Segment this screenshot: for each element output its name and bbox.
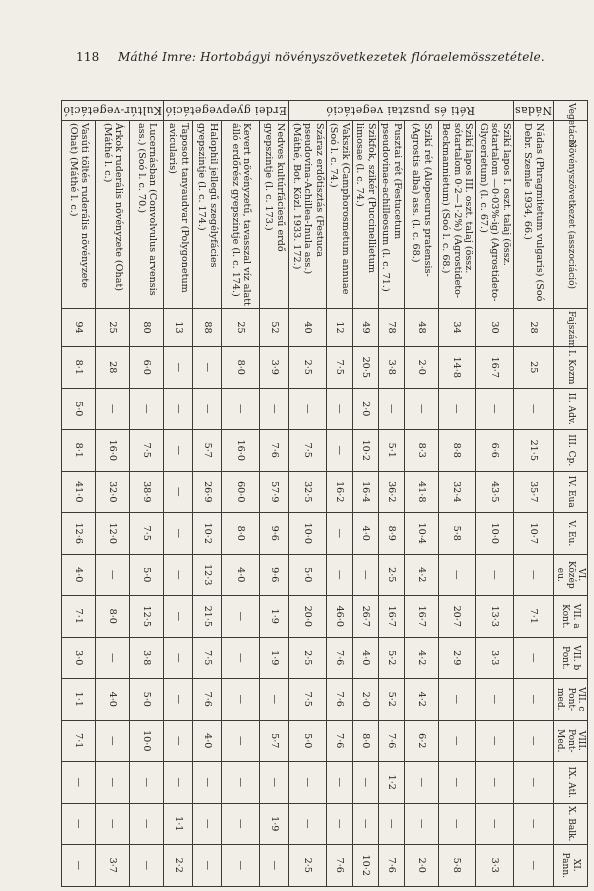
percent-cell: — <box>62 803 96 845</box>
percent-cell: 7·6 <box>326 720 352 762</box>
association-name: Nádas (Phragmitetum vulgaris) (Soó Debr. Szemle 1934, 66.) <box>513 121 553 309</box>
percent-cell: 25 <box>513 347 553 389</box>
percent-cell: 4·2 <box>404 637 438 679</box>
percent-cell: — <box>378 803 404 845</box>
header-flora-col: IX. Atl. <box>553 762 587 804</box>
species-count-cell: 28 <box>513 309 553 347</box>
percent-cell: — <box>222 679 260 721</box>
percent-cell: 9·6 <box>260 513 289 555</box>
percent-cell: 6·6 <box>476 430 514 472</box>
percent-cell: — <box>96 637 130 679</box>
species-count-cell: 40 <box>289 309 327 347</box>
percent-cell: — <box>222 720 260 762</box>
rotated-table-area <box>12 100 588 886</box>
table-header-row <box>553 101 587 887</box>
table-row <box>404 101 438 887</box>
percent-cell: 36·2 <box>378 471 404 513</box>
percent-cell: 41·0 <box>62 471 96 513</box>
percent-cell: 4·2 <box>404 554 438 596</box>
percent-cell: 2·5 <box>289 347 327 389</box>
percent-cell: — <box>222 845 260 887</box>
table-row <box>62 101 96 887</box>
percent-cell: 7·5 <box>130 513 164 555</box>
percent-cell: 7·1 <box>513 596 553 638</box>
header-flora-col: VII. b Pont. <box>553 637 587 679</box>
percent-cell: 10·0 <box>289 513 327 555</box>
percent-cell: — <box>260 845 289 887</box>
percent-cell: 46·0 <box>326 596 352 638</box>
percent-cell: 38·9 <box>130 471 164 513</box>
percent-cell: — <box>513 762 553 804</box>
percent-cell: 4·0 <box>96 679 130 721</box>
running-title: Máthé Imre: Hortobágyi növényszövetkezetek flóraelemösszetétele. <box>118 50 545 64</box>
percent-cell: 16·7 <box>476 347 514 389</box>
percent-cell: — <box>289 762 327 804</box>
percent-cell: — <box>62 845 96 887</box>
percent-cell: — <box>404 388 438 430</box>
percent-cell: 10·2 <box>352 845 378 887</box>
percent-cell: 5·2 <box>378 637 404 679</box>
species-count-cell: 34 <box>438 309 476 347</box>
percent-cell: 5·0 <box>62 388 96 430</box>
percent-cell: — <box>326 430 352 472</box>
percent-cell: — <box>438 803 476 845</box>
percent-cell: — <box>326 554 352 596</box>
percent-cell: — <box>164 513 193 555</box>
association-name: Szikí rét (Alopecurus pratensis-(Agrostis alba) ass. (l. c. 68.) <box>404 121 438 309</box>
percent-cell: 5·7 <box>193 430 222 472</box>
vegetation-group-label: Kultúr-vegetáció <box>62 101 164 121</box>
percent-cell: — <box>352 762 378 804</box>
percent-cell: 8·0 <box>352 720 378 762</box>
table-row <box>260 101 289 887</box>
percent-cell: 3·8 <box>378 347 404 389</box>
species-count-cell: 49 <box>352 309 378 347</box>
percent-cell: — <box>164 347 193 389</box>
association-name: Száraz erdőtisztás (Festuca pseudovina-Achillea-Inula ass.) (Máthé, Bot. Közl. 1933. 172.) <box>289 121 327 309</box>
percent-cell: — <box>476 554 514 596</box>
percent-cell: 1·1 <box>62 679 96 721</box>
percent-cell: — <box>438 720 476 762</box>
percent-cell: 13·3 <box>476 596 514 638</box>
header-asszociacio: Növényszövetkezet (asszociáció) <box>553 121 587 309</box>
percent-cell: 1·2 <box>378 762 404 804</box>
vegetation-group-label: Erdei gyepvegetáció <box>164 101 289 121</box>
table-row <box>352 101 378 887</box>
percent-cell: 8·1 <box>62 430 96 472</box>
table-row <box>222 101 260 887</box>
header-flora-col: VI. Közép eu. <box>553 554 587 596</box>
percent-cell: — <box>164 388 193 430</box>
species-count-cell: 78 <box>378 309 404 347</box>
percent-cell: 2·2 <box>164 845 193 887</box>
flora-element-table <box>61 100 588 887</box>
percent-cell: 8·1 <box>62 347 96 389</box>
percent-cell: 7·5 <box>289 679 327 721</box>
table-row <box>130 101 164 887</box>
percent-cell: — <box>164 596 193 638</box>
association-name: Vasúti töltés ruderális növényzete (Ohat) (Máthé l. c.) <box>62 121 96 309</box>
percent-cell: 60·0 <box>222 471 260 513</box>
percent-cell: 6·0 <box>130 347 164 389</box>
percent-cell: — <box>193 845 222 887</box>
percent-cell: 4·0 <box>352 513 378 555</box>
percent-cell: — <box>513 845 553 887</box>
percent-cell: 3·3 <box>476 845 514 887</box>
association-name: Kevert növényzetű, tavasszal víz alatt álló erdőrész gyepszintje (l. c. 174.) <box>222 121 260 309</box>
header-flora-col: V. Eu. <box>553 513 587 555</box>
table-row <box>378 101 404 887</box>
species-count-cell: 94 <box>62 309 96 347</box>
percent-cell: 7·1 <box>62 720 96 762</box>
percent-cell: 20·5 <box>352 347 378 389</box>
percent-cell: — <box>326 762 352 804</box>
percent-cell: 1·9 <box>260 637 289 679</box>
percent-cell: — <box>164 554 193 596</box>
header-flora-col: VIII. Pont-Med. <box>553 720 587 762</box>
percent-cell: 2·0 <box>352 679 378 721</box>
percent-cell: — <box>289 803 327 845</box>
percent-cell: 12·0 <box>96 513 130 555</box>
percent-cell: — <box>289 388 327 430</box>
percent-cell: 12·6 <box>62 513 96 555</box>
percent-cell: 8·3 <box>404 430 438 472</box>
percent-cell: — <box>130 388 164 430</box>
percent-cell: 8·0 <box>222 513 260 555</box>
header-flora-col: VII. c Pont-med. <box>553 679 587 721</box>
table-row <box>96 101 130 887</box>
vegetation-group-label: Nádas <box>513 101 553 121</box>
percent-cell: 7·6 <box>260 430 289 472</box>
percent-cell: — <box>130 845 164 887</box>
percent-cell: 7·5 <box>130 430 164 472</box>
header-flora-col: II. Adv. <box>553 388 587 430</box>
percent-cell: 5·0 <box>130 554 164 596</box>
percent-cell: 5·2 <box>378 679 404 721</box>
percent-cell: — <box>438 554 476 596</box>
percent-cell: 16·0 <box>222 430 260 472</box>
percent-cell: — <box>260 388 289 430</box>
association-name: Szikfok, szikér (Puccinellietum limosae (l. c. 74.) <box>352 121 378 309</box>
association-name: Vakszik (Camphorosmetum annuae (Soó l. c. 74.) <box>326 121 352 309</box>
percent-cell: 16·7 <box>378 596 404 638</box>
percent-cell: 20·7 <box>438 596 476 638</box>
percent-cell: 5·1 <box>378 430 404 472</box>
percent-cell: 5·7 <box>260 720 289 762</box>
percent-cell: 20·0 <box>289 596 327 638</box>
percent-cell: — <box>164 430 193 472</box>
percent-cell: — <box>513 679 553 721</box>
percent-cell: — <box>378 388 404 430</box>
percent-cell: 3·3 <box>476 637 514 679</box>
percent-cell: 2·5 <box>378 554 404 596</box>
association-name: Pusztai rét (Festucetum pseudovinae-achilleosum (l. c. 71.) <box>378 121 404 309</box>
percent-cell: 10·0 <box>476 513 514 555</box>
percent-cell: — <box>513 554 553 596</box>
percent-cell: 21·5 <box>193 596 222 638</box>
species-count-cell: 88 <box>193 309 222 347</box>
percent-cell: — <box>164 720 193 762</box>
percent-cell: 7·6 <box>378 845 404 887</box>
percent-cell: — <box>438 388 476 430</box>
percent-cell: 10·4 <box>404 513 438 555</box>
percent-cell: 8·9 <box>378 513 404 555</box>
percent-cell: 32·0 <box>96 471 130 513</box>
percent-cell: 12·3 <box>193 554 222 596</box>
header-vegetacio: Vegetáció <box>553 101 587 121</box>
percent-cell: 7·6 <box>326 845 352 887</box>
percent-cell: 4·2 <box>404 679 438 721</box>
percent-cell: — <box>438 679 476 721</box>
percent-cell: 35·7 <box>513 471 553 513</box>
percent-cell: — <box>193 347 222 389</box>
percent-cell: — <box>352 803 378 845</box>
percent-cell: 43·5 <box>476 471 514 513</box>
percent-cell: — <box>476 762 514 804</box>
percent-cell: — <box>193 388 222 430</box>
rotated-table-inner <box>12 100 588 886</box>
species-count-cell: 25 <box>96 309 130 347</box>
percent-cell: — <box>513 803 553 845</box>
percent-cell: — <box>130 762 164 804</box>
table-row <box>438 101 476 887</box>
percent-cell: 6·2 <box>404 720 438 762</box>
percent-cell: 10·2 <box>352 430 378 472</box>
percent-cell: — <box>476 388 514 430</box>
percent-cell: — <box>222 637 260 679</box>
species-count-cell: 48 <box>404 309 438 347</box>
percent-cell: 32·4 <box>438 471 476 513</box>
percent-cell: 2·5 <box>289 845 327 887</box>
table-row <box>476 101 514 887</box>
header-flora-col: IV. Eua <box>553 471 587 513</box>
percent-cell: 16·2 <box>326 471 352 513</box>
percent-cell: — <box>222 596 260 638</box>
percent-cell: — <box>326 513 352 555</box>
percent-cell: — <box>326 388 352 430</box>
percent-cell: — <box>193 803 222 845</box>
percent-cell: — <box>222 388 260 430</box>
percent-cell: 8·0 <box>96 596 130 638</box>
percent-cell: — <box>164 762 193 804</box>
percent-cell: 7·5 <box>326 347 352 389</box>
percent-cell: 1·1 <box>164 803 193 845</box>
association-name: Taposott tanyaudvar (Polygonetum avicularis) <box>164 121 193 309</box>
percent-cell: 57·9 <box>260 471 289 513</box>
percent-cell: 9·6 <box>260 554 289 596</box>
percent-cell: 16·4 <box>352 471 378 513</box>
percent-cell: 41·8 <box>404 471 438 513</box>
table-row <box>193 101 222 887</box>
percent-cell: — <box>404 762 438 804</box>
percent-cell: 21·5 <box>513 430 553 472</box>
association-name: Szikí lapos I. oszt. talaj (össz. sótartalom —0·03%-ig) (Agrostideto-Glycerietum) (l. c. 67.) <box>476 121 514 309</box>
percent-cell: — <box>164 637 193 679</box>
percent-cell: 2·0 <box>404 845 438 887</box>
percent-cell: — <box>193 762 222 804</box>
association-name: Nedves kultúrfáciesű erdő gyepszintje (l. c. 173.) <box>260 121 289 309</box>
percent-cell: 1·9 <box>260 596 289 638</box>
percent-cell: 4·0 <box>352 637 378 679</box>
percent-cell: — <box>222 803 260 845</box>
percent-cell: — <box>96 803 130 845</box>
percent-cell: — <box>513 720 553 762</box>
percent-cell: 5·0 <box>130 679 164 721</box>
percent-cell: 5·8 <box>438 845 476 887</box>
table-row <box>513 101 553 887</box>
percent-cell: 2·0 <box>352 388 378 430</box>
percent-cell: — <box>62 762 96 804</box>
percent-cell: — <box>438 762 476 804</box>
percent-cell: — <box>164 471 193 513</box>
percent-cell: 5·0 <box>289 720 327 762</box>
species-count-cell: 52 <box>260 309 289 347</box>
percent-cell: — <box>260 762 289 804</box>
header-fajszam: Fajszám <box>553 309 587 347</box>
percent-cell: 3·8 <box>130 637 164 679</box>
percent-cell: 7·5 <box>289 430 327 472</box>
association-name: Halophil jellegű szegélyfácies gyepszintje (l. c. 174.) <box>193 121 222 309</box>
percent-cell: — <box>476 720 514 762</box>
percent-cell: 14·8 <box>438 347 476 389</box>
percent-cell: 7·6 <box>326 637 352 679</box>
percent-cell: 32·5 <box>289 471 327 513</box>
percent-cell: 7·5 <box>193 637 222 679</box>
percent-cell: 8·8 <box>438 430 476 472</box>
percent-cell: 26·7 <box>352 596 378 638</box>
percent-cell: 5·0 <box>289 554 327 596</box>
percent-cell: — <box>96 554 130 596</box>
percent-cell: 3·0 <box>62 637 96 679</box>
percent-cell: — <box>404 803 438 845</box>
header-flora-col: X. Balk. <box>553 803 587 845</box>
percent-cell: 12·5 <box>130 596 164 638</box>
percent-cell: — <box>96 762 130 804</box>
percent-cell: — <box>260 679 289 721</box>
percent-cell: 7·1 <box>62 596 96 638</box>
percent-cell: 2·0 <box>404 347 438 389</box>
table-body <box>62 101 554 887</box>
percent-cell: — <box>96 388 130 430</box>
percent-cell: 10·0 <box>130 720 164 762</box>
percent-cell: — <box>164 679 193 721</box>
percent-cell: 10·2 <box>193 513 222 555</box>
species-count-cell: 25 <box>222 309 260 347</box>
percent-cell: 7·6 <box>326 679 352 721</box>
percent-cell: 4·0 <box>62 554 96 596</box>
percent-cell: 2·5 <box>289 637 327 679</box>
percent-cell: 7·6 <box>193 679 222 721</box>
percent-cell: 16·7 <box>404 596 438 638</box>
percent-cell: 1·9 <box>260 803 289 845</box>
page-number: 118 <box>76 50 100 64</box>
species-count-cell: 12 <box>326 309 352 347</box>
percent-cell: 28 <box>96 347 130 389</box>
table-row <box>326 101 352 887</box>
percent-cell: 26·9 <box>193 471 222 513</box>
percent-cell: 10·7 <box>513 513 553 555</box>
species-count-cell: 30 <box>476 309 514 347</box>
percent-cell: — <box>476 679 514 721</box>
percent-cell: 2·9 <box>438 637 476 679</box>
association-name: Árkok ruderális növényzete (Ohat) (Máthé l. c.) <box>96 121 130 309</box>
percent-cell: — <box>352 554 378 596</box>
percent-cell: 16·0 <box>96 430 130 472</box>
percent-cell: — <box>513 388 553 430</box>
percent-cell: 4·0 <box>222 554 260 596</box>
percent-cell: — <box>513 637 553 679</box>
percent-cell: — <box>222 762 260 804</box>
vegetation-group-label: Réti és pusztai vegetáció <box>289 101 514 121</box>
species-count-cell: 13 <box>164 309 193 347</box>
table-row <box>164 101 193 887</box>
page-header <box>0 50 594 74</box>
percent-cell: — <box>476 803 514 845</box>
header-flora-col: I. Kozm <box>553 347 587 389</box>
percent-cell: — <box>326 803 352 845</box>
association-name: Szikí lapos III. oszt. talaj (össz. sótartalom 0·2—1·2%) (Agrostideto-Beckmannietum) (Soó l. c. 68.) <box>438 121 476 309</box>
percent-cell: 3·9 <box>260 347 289 389</box>
percent-cell: 7·6 <box>378 720 404 762</box>
percent-cell: 4·0 <box>193 720 222 762</box>
header-flora-col: XI. Pann. <box>553 845 587 887</box>
table-row <box>289 101 327 887</box>
header-flora-col: III. Cp. <box>553 430 587 472</box>
percent-cell: — <box>130 803 164 845</box>
percent-cell: 5·8 <box>438 513 476 555</box>
percent-cell: 8·0 <box>222 347 260 389</box>
percent-cell: — <box>96 720 130 762</box>
species-count-cell: 80 <box>130 309 164 347</box>
percent-cell: 3·7 <box>96 845 130 887</box>
association-name: Lucernásban (Convolvulus arvensis ass.) (Soó l. c. 70.) <box>130 121 164 309</box>
header-flora-col: VII. a Kont. <box>553 596 587 638</box>
